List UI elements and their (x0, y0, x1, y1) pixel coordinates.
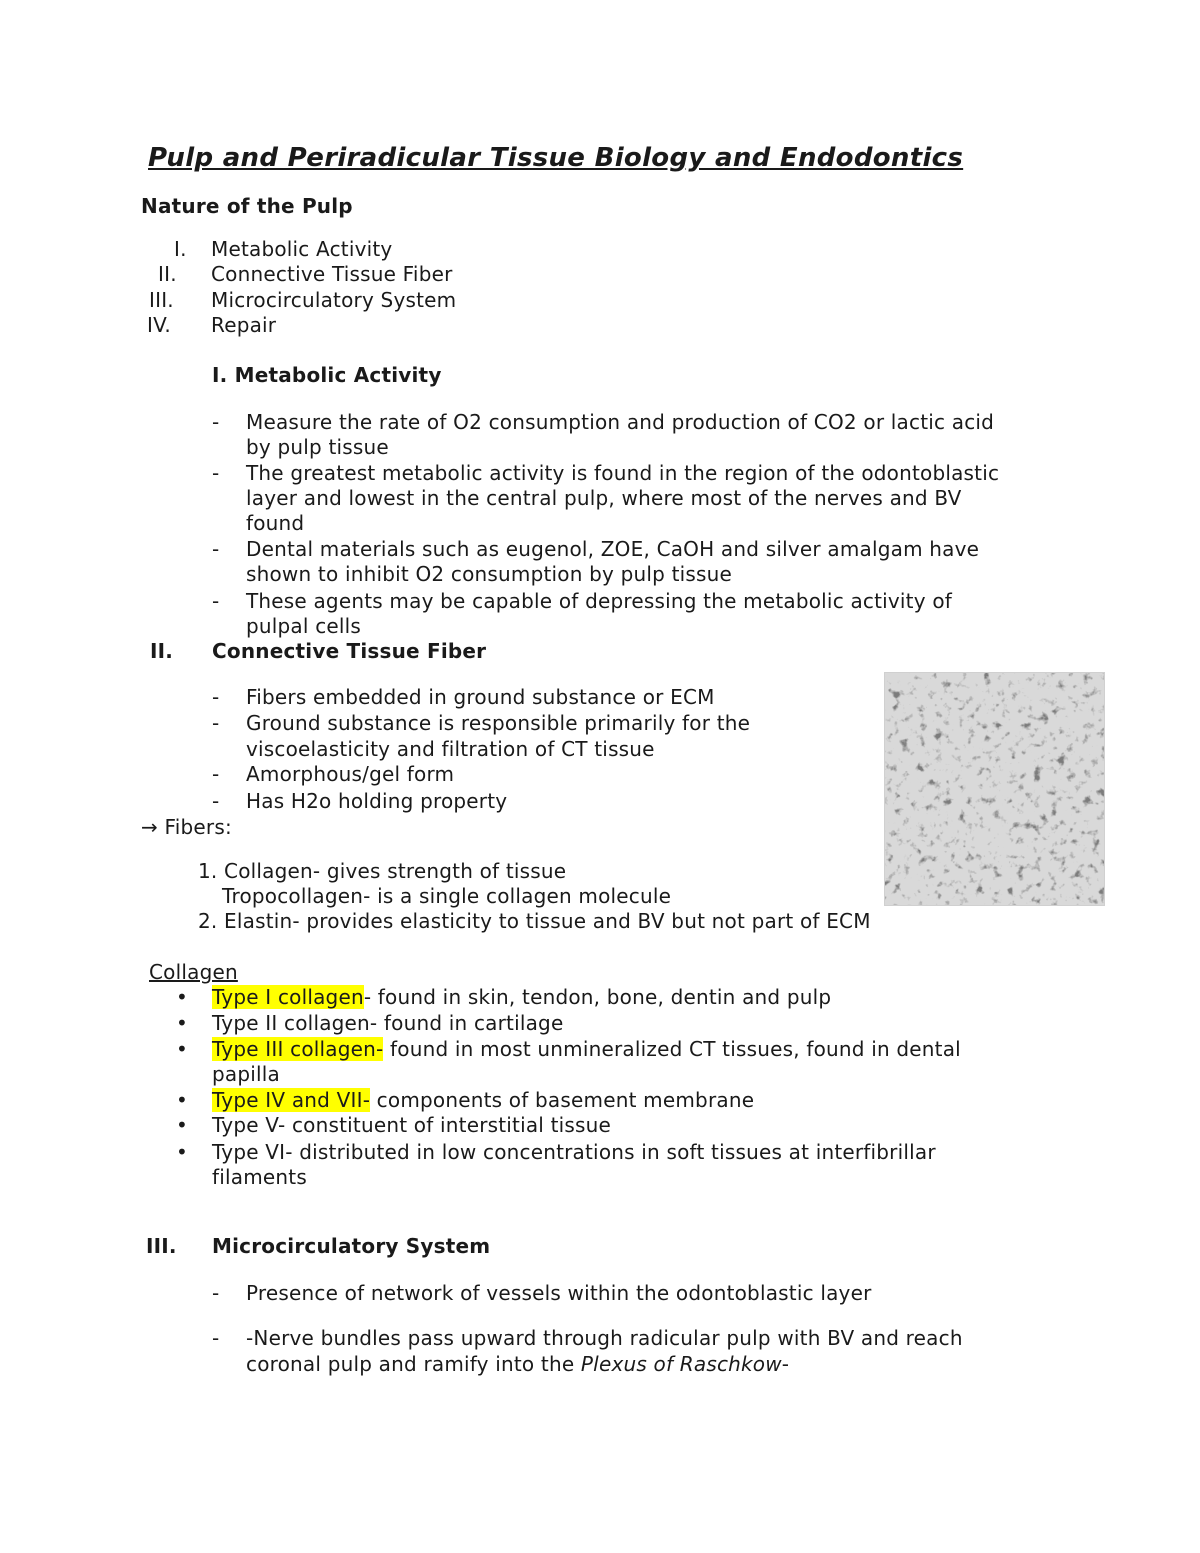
list-item (212, 1113, 611, 1138)
fibers-label (141, 815, 232, 840)
item-text: Type VI- distributed in low concentrations in soft tissues at interfibrillar (212, 1140, 936, 1164)
bullet-marker: • (176, 1113, 188, 1137)
list-item: layer and lowest in the central pulp, where most of the nerves and BV (246, 486, 962, 510)
dash-marker: - (212, 685, 220, 709)
list-item (212, 985, 831, 1010)
item-text: Type II collagen- found in cartilage (212, 1011, 564, 1035)
list-item: pulpal cells (246, 614, 362, 638)
section-number: III. (146, 1234, 177, 1258)
item-text: found in most unmineralized CT tissues, found in dental (383, 1037, 961, 1061)
toc-num: I. (174, 237, 187, 261)
section-heading-metabolic: I. Metabolic Activity (212, 363, 442, 387)
highlighted-text: Type IV and VII- (212, 1088, 371, 1112)
toc-item: Repair (211, 313, 277, 337)
list-item: Ground substance is responsible primarily for the (246, 711, 751, 735)
list-item: Amorphous/gel form (246, 762, 455, 786)
item-text: papilla (212, 1062, 280, 1086)
toc-num: III. (149, 288, 174, 312)
list-item (212, 1140, 936, 1165)
dash-marker: - (212, 1326, 220, 1350)
list-item: viscoelasticity and filtration of CT tissue (246, 737, 655, 761)
toc-num: II. (158, 262, 177, 286)
list-item: shown to inhibit O2 consumption by pulp tissue (246, 562, 733, 586)
dash-marker: - (212, 410, 220, 434)
item-text: - (781, 1352, 790, 1376)
bullet-marker: • (176, 1011, 188, 1035)
toc-item: Microcirculatory System (211, 288, 457, 312)
toc-item: Connective Tissue Fiber (211, 262, 453, 286)
dash-marker: - (212, 711, 220, 735)
section-heading-microcirculatory: Microcirculatory System (212, 1234, 491, 1258)
dash-marker: - (212, 589, 220, 613)
list-item: -Nerve bundles pass upward through radicular pulp with BV and reach (246, 1326, 963, 1350)
page-title: Pulp and Periradicular Tissue Biology and Endodontics (148, 143, 964, 173)
list-item: These agents may be capable of depressing the metabolic activity of (246, 589, 952, 613)
list-item (212, 1088, 754, 1113)
section-heading-connective: Connective Tissue Fiber (212, 639, 487, 663)
arrow-icon: → (141, 815, 158, 839)
list-item: Measure the rate of O2 consumption and production of CO2 or lactic acid (246, 410, 995, 434)
list-item (212, 1011, 563, 1036)
fibers-label-text: Fibers: (157, 815, 232, 839)
item-text: - found in skin, tendon, bone, dentin and pulp (363, 985, 832, 1009)
bullet-marker: • (176, 1037, 188, 1061)
list-item: Has H2o holding property (246, 789, 508, 813)
bullet-marker: • (176, 1140, 188, 1164)
list-item (212, 1062, 280, 1087)
list-item (212, 1037, 961, 1062)
bullet-marker: • (176, 1088, 188, 1112)
item-text: coronal pulp and ramify into the (246, 1352, 581, 1376)
dash-marker: - (212, 537, 220, 561)
dash-marker: - (212, 1281, 220, 1305)
highlighted-text: Type III collagen- (212, 1037, 384, 1061)
item-text: filaments (212, 1165, 307, 1189)
dash-marker: - (212, 762, 220, 786)
connective-tissue-micrograph (884, 672, 1105, 906)
section-heading-nature: Nature of the Pulp (141, 194, 353, 218)
italic-term: Plexus of Raschkow (580, 1352, 782, 1376)
list-item (246, 1352, 789, 1377)
bullet-marker: • (176, 985, 188, 1009)
item-text: components of basement membrane (370, 1088, 755, 1112)
list-item: Fibers embedded in ground substance or ECM (246, 685, 715, 709)
list-item: Dental materials such as eugenol, ZOE, CaOH and silver amalgam have (246, 537, 980, 561)
list-item: Presence of network of vessels within the odontoblastic layer (246, 1281, 872, 1305)
section-number: II. (150, 639, 174, 663)
fiber-item: 2. Elastin- provides elasticity to tissue and BV but not part of ECM (198, 909, 871, 933)
item-text: Type V- constituent of interstitial tissue (212, 1113, 612, 1137)
fiber-item: 1. Collagen- gives strength of tissue (198, 859, 567, 883)
list-item (212, 1165, 307, 1190)
toc-num: IV. (147, 313, 171, 337)
highlighted-text: Type I collagen (212, 985, 364, 1009)
list-item: The greatest metabolic activity is found in the region of the odontoblastic (246, 461, 1000, 485)
collagen-heading: Collagen (149, 960, 238, 984)
toc-item: Metabolic Activity (211, 237, 393, 261)
dash-marker: - (212, 789, 220, 813)
list-item: found (246, 511, 305, 535)
dash-marker: - (212, 461, 220, 485)
list-item: by pulp tissue (246, 435, 389, 459)
fiber-item: Tropocollagen- is a single collagen molecule (222, 884, 672, 908)
